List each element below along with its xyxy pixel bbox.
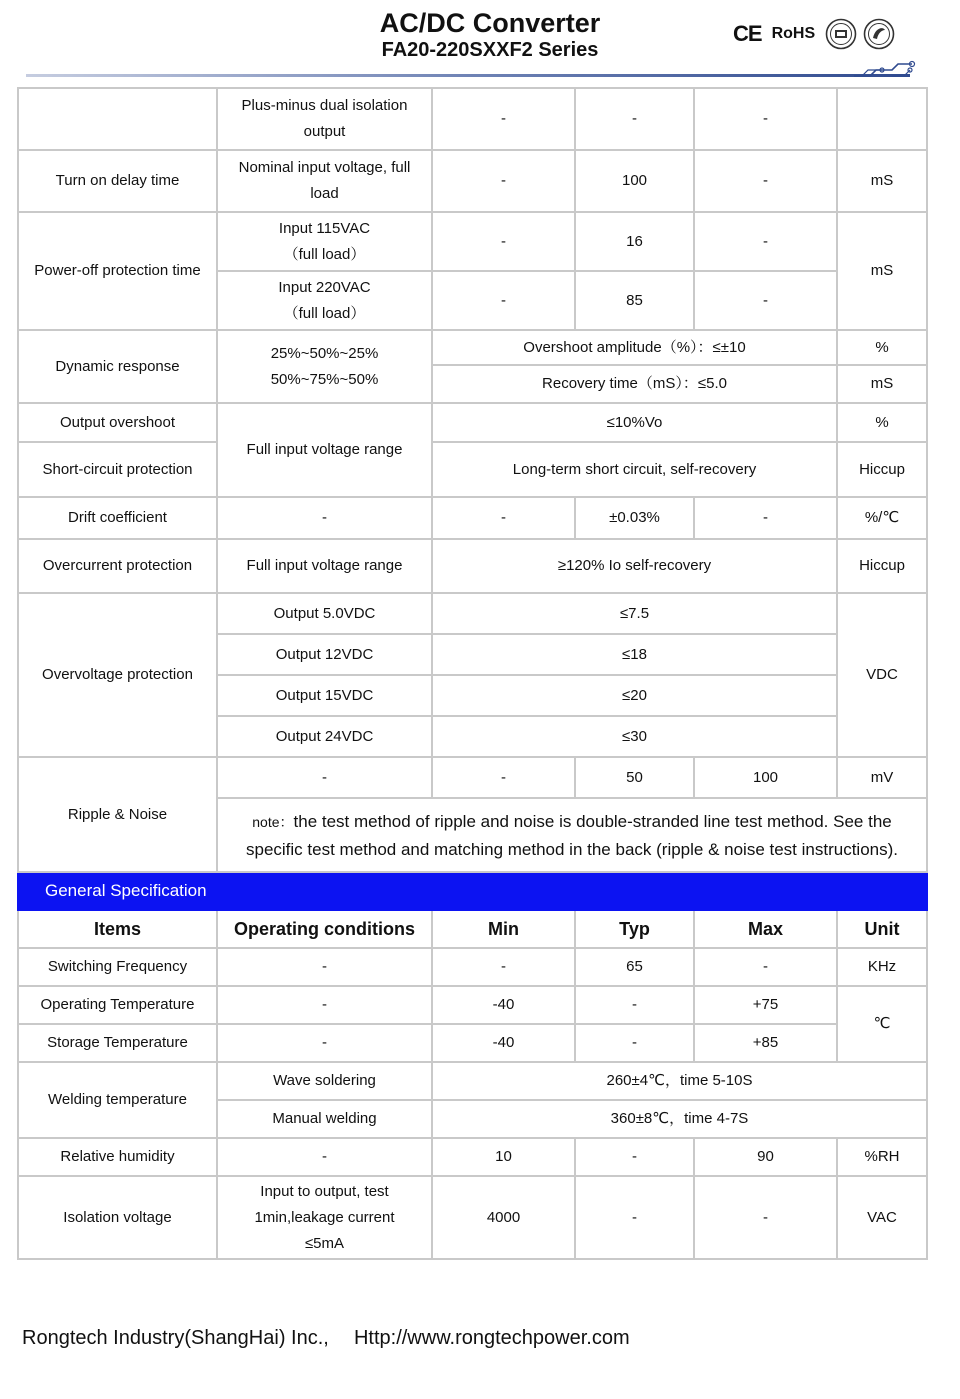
table-row [18, 330, 927, 365]
condition-line: ≤5mA [304, 1234, 345, 1252]
unit-cell [837, 88, 927, 150]
min-cell: - [432, 88, 575, 150]
min-cell: - [432, 212, 575, 271]
typ-cell: - [575, 1024, 694, 1062]
column-header-min: Min [432, 910, 575, 948]
unit-cell: % [837, 330, 927, 365]
document-header [340, 8, 640, 62]
table-row [18, 539, 927, 593]
unit-cell: VAC [837, 1176, 927, 1259]
condition-cell [217, 1176, 432, 1259]
table-row [18, 1024, 927, 1062]
typ-cell: - [575, 1138, 694, 1176]
condition-cell: - [217, 1138, 432, 1176]
certification-marks [733, 18, 901, 50]
table-row [18, 1138, 927, 1176]
unit-cell: %/℃ [837, 497, 927, 539]
unit-cell: % [837, 403, 927, 442]
column-header-typ: Typ [575, 910, 694, 948]
column-header-conditions: Operating conditions [217, 910, 432, 948]
typ-cell: 16 [575, 212, 694, 271]
max-cell: +85 [694, 1024, 837, 1062]
condition-line: 50%~75%~50% [270, 370, 379, 388]
table-row [18, 403, 927, 442]
circuit-trace-icon [852, 58, 918, 80]
min-cell: - [432, 271, 575, 330]
value-cell: 260±4℃，time 5-10S [432, 1062, 927, 1100]
value-cell: ≤20 [432, 675, 837, 716]
condition-cell [217, 212, 432, 271]
footer [22, 1327, 630, 1350]
condition-cell: Output 15VDC [217, 675, 432, 716]
item-cell: Isolation voltage [18, 1176, 217, 1259]
typ-cell: - [575, 986, 694, 1024]
value-cell: ≥120% Io self-recovery [432, 539, 837, 593]
note-text: the test method of ripple and noise is double-stranded line test method. See the specific test method and matching method in the back (ripple & noise test instructions). [246, 811, 898, 859]
condition-cell: Wave soldering [217, 1062, 432, 1100]
unit-cell: mS [837, 150, 927, 212]
column-header-max: Max [694, 910, 837, 948]
column-header-row [18, 910, 927, 948]
max-cell: 100 [694, 757, 837, 798]
condition-cell: - [217, 1024, 432, 1062]
unit-cell: mS [837, 212, 927, 330]
table-row [18, 88, 927, 150]
table-row [18, 150, 927, 212]
document-title: AC/DC Converter [379, 8, 601, 38]
item-cell: Dynamic response [18, 330, 217, 403]
min-cell: -40 [432, 986, 575, 1024]
item-cell: Relative humidity [18, 1138, 217, 1176]
rohs-mark: RoHS [771, 25, 816, 42]
condition-cell: Manual welding [217, 1100, 432, 1138]
item-cell: Short-circuit protection [18, 442, 217, 497]
value-cell: ≤7.5 [432, 593, 837, 634]
max-cell: +75 [694, 986, 837, 1024]
document-subtitle: FA20-220SXXF2 Series [381, 39, 599, 61]
item-cell: Ripple & Noise [18, 757, 217, 872]
column-header-unit: Unit [837, 910, 927, 948]
ripple-note [217, 798, 927, 872]
max-cell: - [694, 271, 837, 330]
unit-cell: Hiccup [837, 442, 927, 497]
section-header-row [18, 872, 927, 910]
note-label: note： [252, 813, 294, 830]
table-row [18, 593, 927, 634]
min-cell: 10 [432, 1138, 575, 1176]
table-row [18, 497, 927, 539]
item-cell: Operating Temperature [18, 986, 217, 1024]
column-header-items: Items [18, 910, 217, 948]
min-cell: 4000 [432, 1176, 575, 1259]
typ-cell: 100 [575, 150, 694, 212]
condition-cell: - [217, 757, 432, 798]
item-cell: Storage Temperature [18, 1024, 217, 1062]
condition-line: Input 220VAC [278, 278, 371, 296]
unit-cell: mV [837, 757, 927, 798]
ce-mark: CE [733, 21, 762, 46]
condition-cell: Output 5.0VDC [217, 593, 432, 634]
table-row [18, 757, 927, 798]
value-cell: ≤18 [432, 634, 837, 675]
item-cell-empty [18, 88, 217, 150]
unit-cell: KHz [837, 948, 927, 986]
max-cell: - [694, 88, 837, 150]
item-cell: Output overshoot [18, 403, 217, 442]
unit-cell: %RH [837, 1138, 927, 1176]
condition-line: Input to output, test [260, 1182, 389, 1200]
max-cell: 90 [694, 1138, 837, 1176]
condition-line: （full load） [283, 304, 366, 322]
condition-line: 25%~50%~25% [270, 344, 379, 362]
typ-cell: 65 [575, 948, 694, 986]
item-cell: Turn on delay time [18, 150, 217, 212]
condition-cell: Full input voltage range [217, 539, 432, 593]
value-cell: 360±8℃，time 4-7S [432, 1100, 927, 1138]
item-cell: Switching Frequency [18, 948, 217, 986]
min-cell: - [432, 150, 575, 212]
table-row [18, 1062, 927, 1100]
min-cell: - [432, 948, 575, 986]
table-row [18, 986, 927, 1024]
table-row [18, 442, 927, 497]
max-cell: - [694, 948, 837, 986]
unit-cell: Hiccup [837, 539, 927, 593]
item-cell: Power-off protection time [18, 212, 217, 330]
value-cell: ≤10%Vo [432, 403, 837, 442]
min-cell: -40 [432, 1024, 575, 1062]
max-cell: - [694, 150, 837, 212]
unit-cell: ℃ [837, 986, 927, 1062]
min-cell: - [432, 497, 575, 539]
section-title: General Specification [18, 872, 927, 910]
condition-cell: Full input voltage range [217, 403, 432, 497]
min-cell: - [432, 757, 575, 798]
condition-cell [217, 271, 432, 330]
item-cell: Overvoltage protection [18, 593, 217, 757]
typ-cell: ±0.03% [575, 497, 694, 539]
company-name: Rongtech Industry(ShangHai) Inc., [22, 1327, 329, 1349]
unit-cell: mS [837, 365, 927, 403]
typ-cell: - [575, 88, 694, 150]
iso-certificate-seal-icon [825, 18, 857, 50]
condition-line: 1min,leakage current [254, 1208, 395, 1226]
condition-cell: Output 24VDC [217, 716, 432, 757]
unit-cell: VDC [837, 593, 927, 757]
item-cell: Overcurrent protection [18, 539, 217, 593]
condition-cell: - [217, 948, 432, 986]
table-row [18, 212, 927, 271]
item-cell: Welding temperature [18, 1062, 217, 1138]
condition-cell: Nominal input voltage, full load [217, 150, 432, 212]
condition-cell: - [217, 986, 432, 1024]
table-row [18, 948, 927, 986]
overshoot-amplitude-cell: Overshoot amplitude（%）：≤±10 [432, 330, 837, 365]
condition-line: （full load） [283, 245, 366, 263]
header-rule [26, 74, 910, 77]
condition-cell [217, 330, 432, 403]
specification-table [17, 87, 928, 1260]
quality-certificate-seal-icon [863, 18, 895, 50]
max-cell: - [694, 497, 837, 539]
max-cell: - [694, 212, 837, 271]
item-cell: Drift coefficient [18, 497, 217, 539]
value-cell: Long-term short circuit, self-recovery [432, 442, 837, 497]
condition-cell: Output 12VDC [217, 634, 432, 675]
table-row [18, 1176, 927, 1259]
typ-cell: 50 [575, 757, 694, 798]
typ-cell: - [575, 1176, 694, 1259]
typ-cell: 85 [575, 271, 694, 330]
value-cell: ≤30 [432, 716, 837, 757]
condition-cell: Plus-minus dual isolation output [217, 88, 432, 150]
recovery-time-cell: Recovery time（mS）：≤5.0 [432, 365, 837, 403]
condition-line: Input 115VAC [278, 219, 371, 237]
max-cell: - [694, 1176, 837, 1259]
condition-cell: - [217, 497, 432, 539]
website-url[interactable]: Http://www.rongtechpower.com [353, 1327, 630, 1349]
